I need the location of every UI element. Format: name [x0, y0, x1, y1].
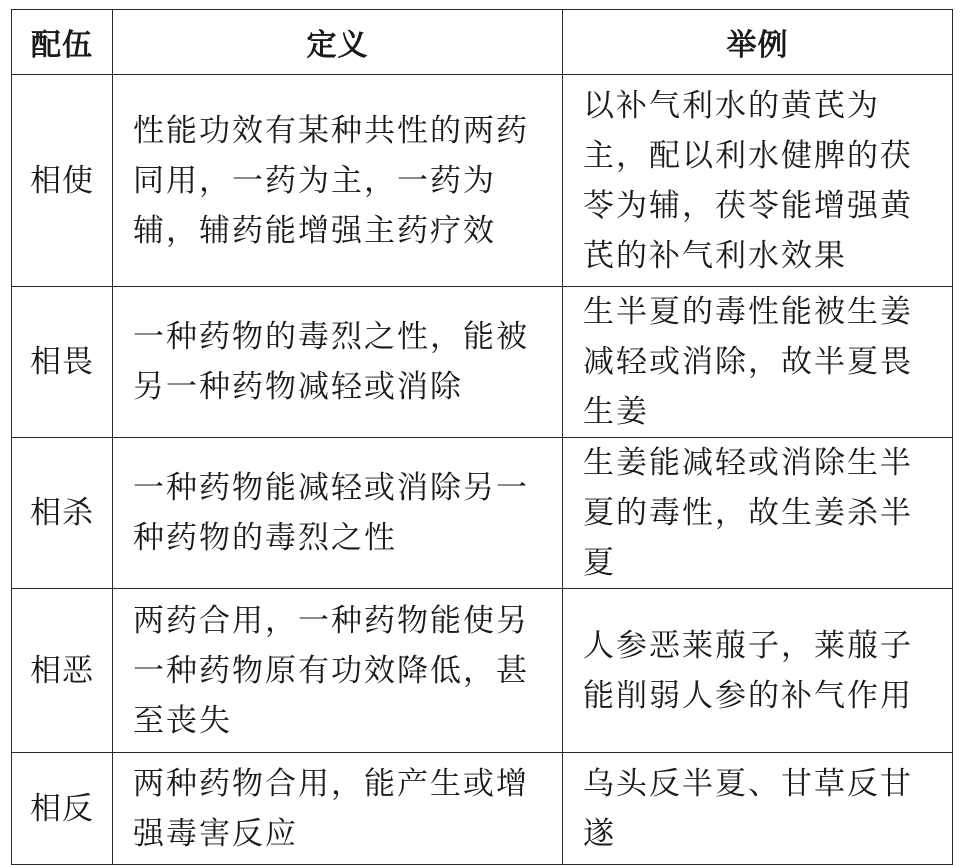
row-definition-cell: 一种药物的毒烈之性，能被另一种药物减轻或消除	[113, 287, 563, 438]
header-definition: 定义	[113, 10, 563, 75]
row-definition-cell: 两种药物合用，能产生或增强毒害反应	[113, 753, 563, 865]
row-example-cell: 乌头反半夏、甘草反甘遂	[563, 753, 953, 865]
table-row	[12, 438, 953, 589]
table-row	[12, 753, 953, 865]
row-type-cell: 相杀	[12, 438, 113, 589]
row-example-cell: 人参恶莱菔子，莱菔子能削弱人参的补气作用	[563, 589, 953, 753]
row-example-cell: 以补气利水的黄芪为主，配以利水健脾的茯苓为辅，茯苓能增强黄芪的补气利水效果	[563, 75, 953, 287]
row-definition-cell: 一种药物能减轻或消除另一种药物的毒烈之性	[113, 438, 563, 589]
header-type: 配伍	[12, 10, 113, 75]
row-type-cell: 相畏	[12, 287, 113, 438]
table-row	[12, 75, 953, 287]
table-header-row	[12, 10, 953, 75]
row-example-cell: 生半夏的毒性能被生姜减轻或消除，故半夏畏生姜	[563, 287, 953, 438]
row-type-cell: 相恶	[12, 589, 113, 753]
row-type-cell: 相反	[12, 753, 113, 865]
row-type-cell: 相使	[12, 75, 113, 287]
row-definition-cell: 性能功效有某种共性的两药同用，一药为主，一药为辅，辅药能增强主药疗效	[113, 75, 563, 287]
table-row	[12, 287, 953, 438]
header-example: 举例	[563, 10, 953, 75]
row-example-cell: 生姜能减轻或消除生半夏的毒性，故生姜杀半夏	[563, 438, 953, 589]
compatibility-table	[11, 9, 953, 865]
table-row	[12, 589, 953, 753]
row-definition-cell: 两药合用，一种药物能使另一种药物原有功效降低，甚至丧失	[113, 589, 563, 753]
